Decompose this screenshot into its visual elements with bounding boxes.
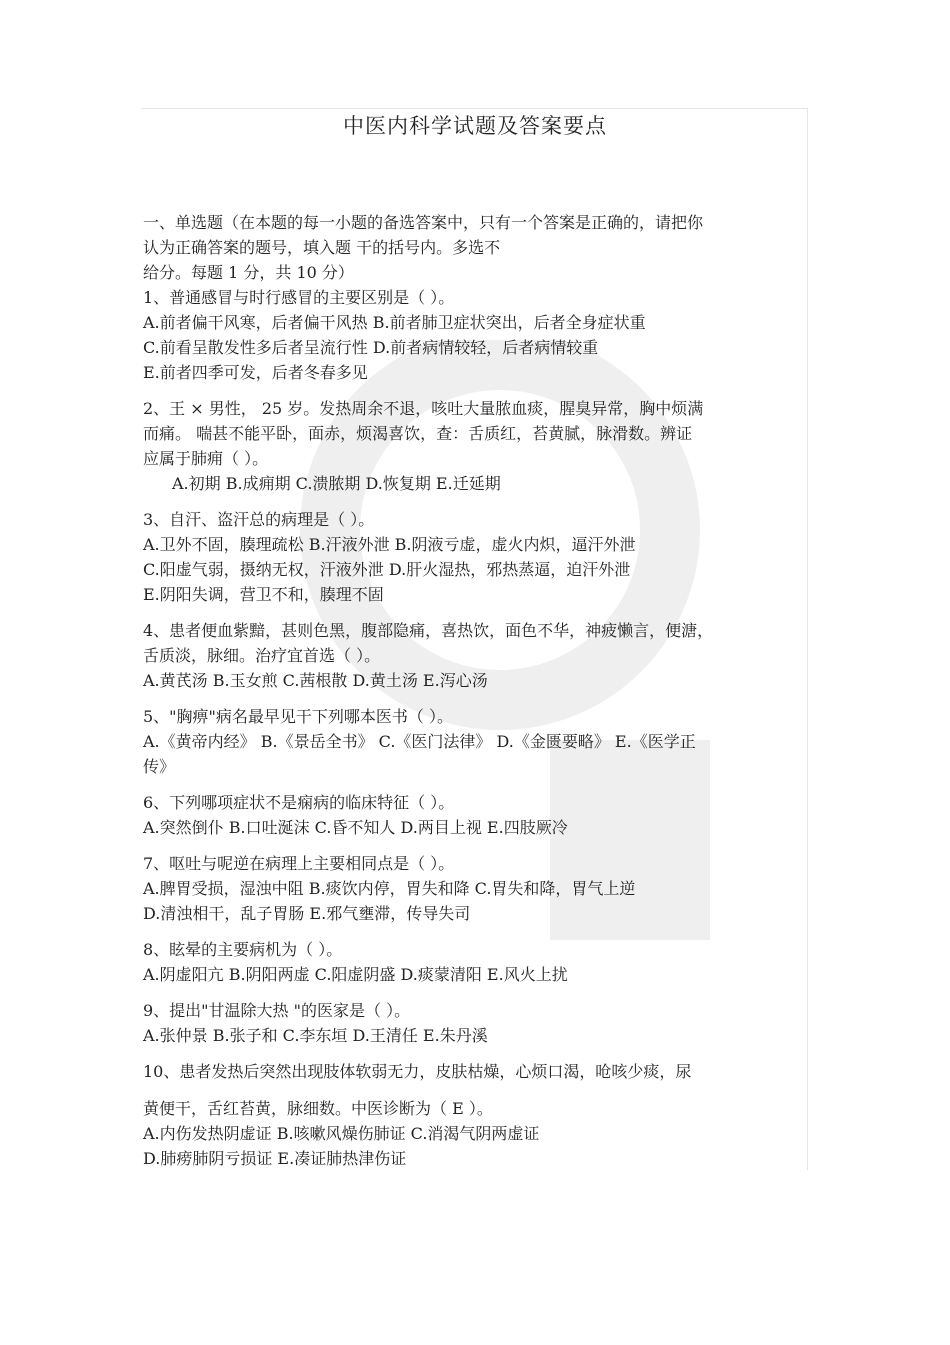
question-stem: 黄便干，舌红苔黄，脉细数。中医诊断为（ E ）。 [143, 1099, 493, 1118]
section-heading [143, 210, 803, 285]
question-1 [143, 285, 803, 385]
question-option: A.卫外不固，腠理疏松 B.汗液外泄 B.阴液亏虚，虚火内炽，逼汗外泄 [143, 535, 636, 554]
section-heading-line: 给分。每题 1 分，共 10 分） [143, 263, 354, 282]
question-option: A.阴虚阳亢 B.阴阳两虚 C.阳虚阴盛 D.痰蒙清阳 E.风火上扰 [143, 965, 568, 984]
question-option: D.肺痨肺阴亏损证 E.凑证肺热津伤证 [143, 1149, 407, 1168]
question-option: E.前者四季可发，后者冬春多见 [143, 363, 368, 382]
question-stem: 5、"胸痹"病名最早见干下列哪本医书（ ）。 [143, 707, 453, 726]
question-stem: 6、下列哪项症状不是痫病的临床特征（ ）。 [143, 793, 455, 812]
question-2 [143, 396, 803, 496]
question-option: A.脾胃受损，湿浊中阻 B.痰饮内停，胃失和降 C.胃失和降，胃气上逆 [143, 879, 636, 898]
question-stem: 1、普通感冒与时行感冒的主要区别是（ ）。 [143, 288, 455, 307]
question-stem: 10、患者发热后突然出现肢体软弱无力，皮肤枯燥，心烦口渴，呛咳少痰，尿 [143, 1062, 692, 1081]
section-heading-line: 一、单选题（在本题的每一小题的备选答案中，只有一个答案是正确的，请把你 [143, 213, 704, 232]
question-option: D.清浊相干，乱子胃肠 E.邪气壅滞，传导失司 [143, 904, 471, 923]
question-option: 传》 [143, 757, 176, 776]
question-stem: 舌质淡，脉细。治疗宜首选（ ）。 [143, 646, 381, 665]
question-option: C.前看呈散发性多后者呈流行性 D.前者病情较轻，后者病情较重 [143, 338, 599, 357]
question-7 [143, 851, 803, 926]
question-stem: 4、患者便血紫黯，甚则色黑，腹部隐痛，喜热饮，面色不华，神疲懒言，便溏， [143, 621, 714, 640]
question-stem: 9、提出"甘温除大热 "的医家是（ ）。 [143, 1001, 411, 1020]
section-heading-line: 认为正确答案的题号，填入题 干的括号内。多选不 [143, 238, 501, 257]
question-8 [143, 937, 803, 987]
question-option: C.阳虚气弱，摄纳无权，汗液外泄 D.肝火湿热，邪热蒸逼，迫汗外泄 [143, 560, 631, 579]
question-option: A.前者偏干风寒，后者偏干风热 B.前者肺卫症状突出，后者全身症状重 [143, 313, 646, 332]
question-option: A.张仲景 B.张子和 C.李东垣 D.王清任 E.朱丹溪 [143, 1026, 488, 1045]
document-body [143, 210, 803, 1171]
question-6 [143, 790, 803, 840]
question-option: A.内伤发热阴虚证 B.咳嗽风燥伤肺证 C.消渴气阴两虚证 [143, 1124, 540, 1143]
question-5 [143, 704, 803, 779]
question-option: A.黄芪汤 B.玉女煎 C.茜根散 D.黄土汤 E.泻心汤 [143, 671, 488, 690]
question-3 [143, 507, 803, 607]
question-stem: 应属于肺痈（ ）。 [143, 449, 269, 468]
question-stem: 而痛。 喘甚不能平卧，面赤，烦渴喜饮，查：舌质红，苔黄腻，脉滑数。辨证 [143, 424, 693, 443]
question-option: A.初期 B.成痈期 C.溃脓期 D.恢复期 E.迁延期 [172, 474, 501, 493]
question-9 [143, 998, 803, 1048]
document-title: 中医内科学试题及答案要点 [343, 114, 607, 138]
question-stem: 8、眩晕的主要病机为（ ）。 [143, 940, 343, 959]
question-option: E.阴阳失调，营卫不和，腠理不固 [143, 585, 384, 604]
question-4 [143, 618, 803, 693]
question-stem: 2、王 × 男性， 25 岁。发热周余不退，咳吐大量脓血痰，腥臭异常，胸中烦满 [143, 399, 704, 418]
question-10 [143, 1059, 803, 1171]
question-option: A.《黄帝内经》 B.《景岳全书》 C.《医门法律》 D.《金匮要略》 E.《医学正 [143, 732, 696, 751]
question-stem: 3、自汗、盗汗总的病理是（ ）。 [143, 510, 375, 529]
question-option: A.突然倒仆 B.口吐涎沫 C.昏不知人 D.两目上视 E.四肢厥冷 [143, 818, 568, 837]
question-stem: 7、呕吐与呢逆在病理上主要相同点是（ ）。 [143, 854, 455, 873]
